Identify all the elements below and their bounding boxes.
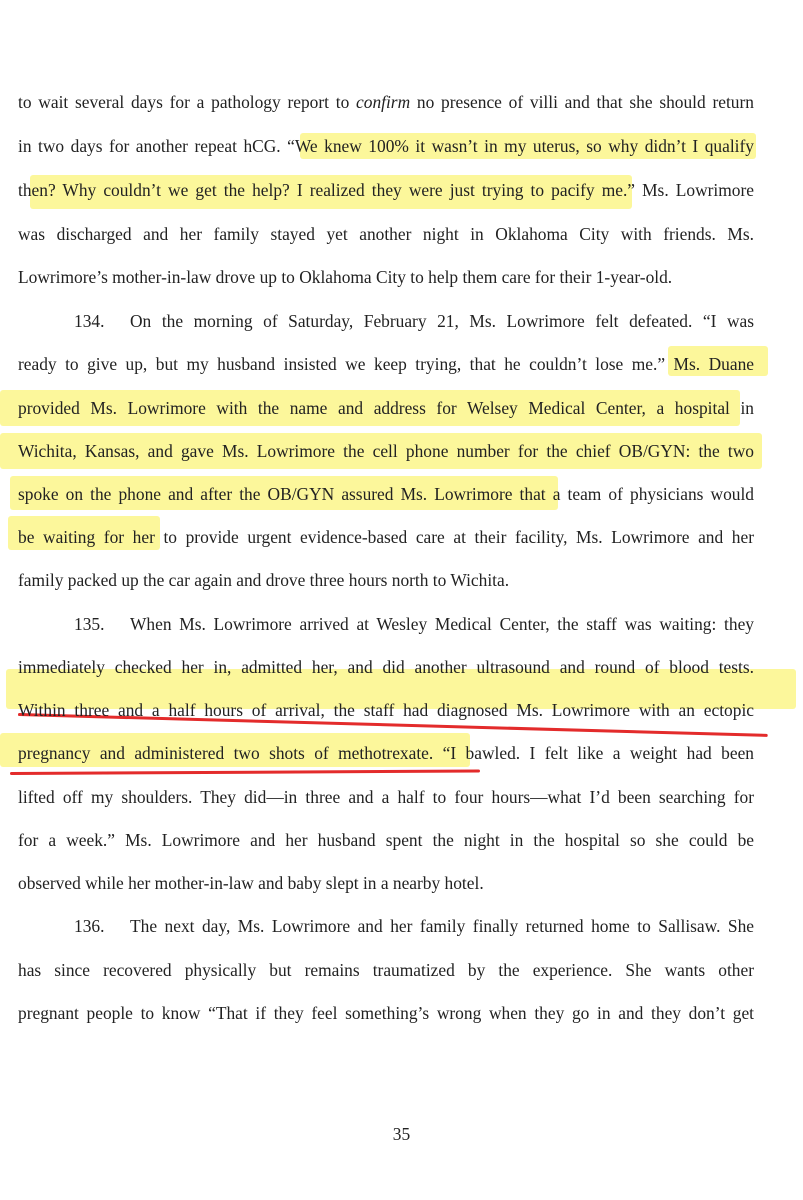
text-line-7: ready to give up, but my husband insisted we keep trying, that he couldn’t lose me.” Ms. Duane: [18, 354, 754, 374]
para-135-line-1: 135. When Ms. Lowrimore arrived at Wesley Medical Center, the staff was waiting: they: [18, 612, 754, 636]
text-line-12: family packed up the car again and drove three hours north to Wichita.: [18, 570, 510, 590]
paragraph-number-134: 134.: [74, 311, 105, 331]
text-line-22: pregnant people to know “That if they feel something’s wrong when they go in and they don’t get: [18, 1003, 754, 1023]
text-line-8: provided Ms. Lowrimore with the name and address for Welsey Medical Center, a hospital in: [18, 398, 754, 418]
text-line-5: Lowrimore’s mother-in-law drove up to Oklahoma City to help them care for their 1-year-old.: [18, 267, 673, 287]
text-line-10: spoke on the phone and after the OB/GYN assured Ms. Lowrimore that a team of physicians would: [18, 484, 754, 504]
text-line-16: pregnancy and administered two shots of methotrexate. “I bawled. I felt like a weight had been: [18, 743, 754, 763]
para-136-line-1: 136. The next day, Ms. Lowrimore and her family finally returned home to Sallisaw. She: [18, 914, 754, 938]
red-underline-2: [10, 770, 480, 775]
text-line-2: in two days for another repeat hCG. “We knew 100% it wasn’t in my uterus, so why didn’t I qualify: [18, 136, 754, 156]
paragraph-number-135: 135.: [74, 614, 105, 634]
text-line-14: immediately checked her in, admitted her, and did another ultrasound and round of blood tests.: [18, 657, 754, 677]
text-line-9: Wichita, Kansas, and gave Ms. Lowrimore the cell phone number for the chief OB/GYN: the two: [18, 441, 754, 461]
text-line-21: has since recovered physically but remains traumatized by the experience. She wants other: [18, 960, 754, 980]
para-134-line-1: 134. On the morning of Saturday, February 21, Ms. Lowrimore felt defeated. “I was: [18, 309, 754, 333]
text-line-4: was discharged and her family stayed yet another night in Oklahoma City with friends. Ms.: [18, 224, 754, 244]
text-line-17: lifted off my shoulders. They did—in three and a half to four hours—what I’d been searching for: [18, 787, 754, 807]
text-line-15: Within three and a half hours of arrival, the staff had diagnosed Ms. Lowrimore with an ectopic: [18, 700, 754, 720]
text-line-3: then? Why couldn’t we get the help? I realized they were just trying to pacify me.” Ms. Lowrimore: [18, 180, 754, 200]
text-line-11: be waiting for her to provide urgent evidence-based care at their facility, Ms. Lowrimore and her: [18, 527, 754, 547]
page-number: 35: [392, 1124, 411, 1144]
text-line-1: to wait several days for a pathology report to confirm no presence of villi and that she should return: [18, 92, 754, 112]
paragraph-number-136: 136.: [74, 916, 105, 936]
text-line-18: for a week.” Ms. Lowrimore and her husband spent the night in the hospital so she could be: [18, 830, 754, 850]
text-line-19: observed while her mother-in-law and baby slept in a nearby hotel.: [18, 873, 484, 893]
italic-word: confirm: [356, 92, 411, 112]
